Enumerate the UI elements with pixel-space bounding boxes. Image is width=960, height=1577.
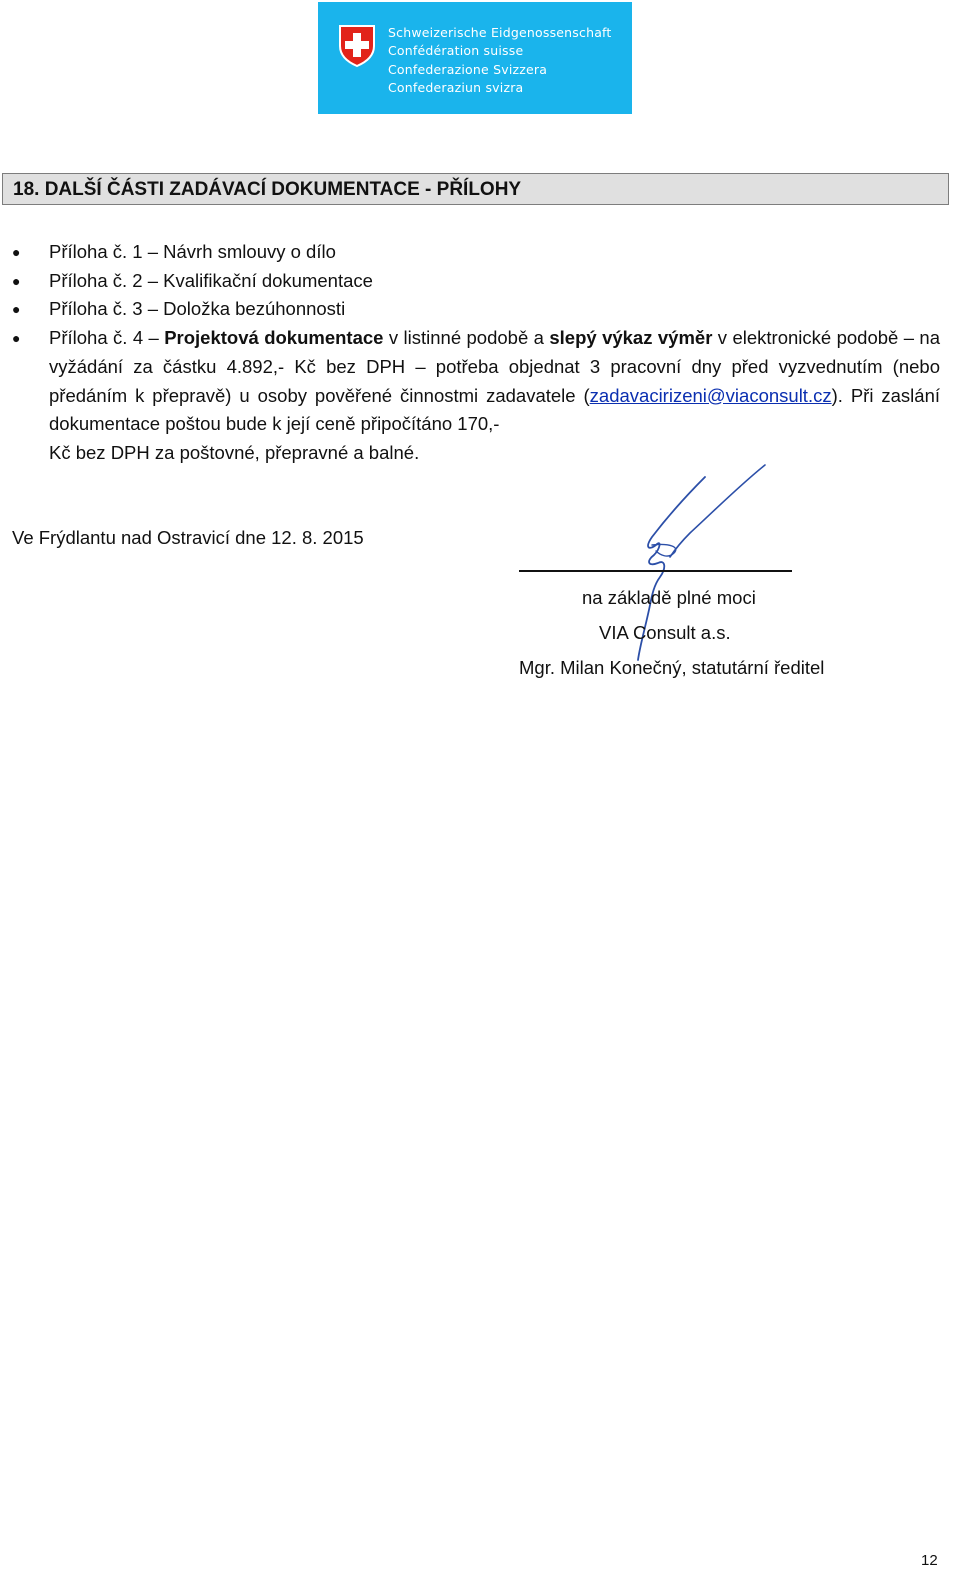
attachment4-after-email: ). Při zaslání dokumentace poštou bude k její ceně připočítáno 170,-	[49, 384, 940, 435]
attachment4-prefix: Příloha č. 4 –	[49, 327, 165, 349]
attachment4-middle: v listinné podobě a	[383, 327, 550, 349]
logo-line-romansh: Confederaziun svizra	[388, 79, 524, 95]
bullet-icon: ●	[12, 330, 21, 347]
list-item	[0, 295, 940, 324]
list-item	[0, 238, 940, 267]
attachment4-bold-bill-of-quantities: slepý výkaz výměr	[549, 327, 713, 349]
bullet-icon: ●	[12, 244, 21, 260]
attachment4-bold-project-docs: Projektová dokumentace	[164, 327, 384, 349]
email-link[interactable]: zadavacirizeni@viaconsult.cz	[589, 384, 832, 406]
attachment4-suffix: v elektronické podobě – na vyžádání za částku 4.892,- Kč bez DPH – potřeba objednat 3 pracovní dny před vyzvednutím (nebo předáním k přepravě) u osoby pověřené činnostmi zadavatele (	[49, 327, 940, 406]
signature-mandate: na základě plné moci	[582, 587, 756, 608]
list-item	[0, 267, 940, 296]
logo-line-italian: Confederazione Svizzera	[388, 61, 548, 77]
swiss-confederation-logo	[318, 2, 632, 114]
swiss-cross-shield-icon	[338, 24, 376, 68]
logo-line-french: Confédération suisse	[388, 43, 524, 59]
bullet-icon: ●	[12, 272, 21, 289]
list-item-attachment-4	[0, 324, 940, 468]
signature-line	[519, 570, 792, 572]
logo-text	[388, 24, 612, 97]
attachment-text: Příloha č. 2 – Kvalifikační dokumentace	[49, 269, 373, 291]
signature-name: Mgr. Milan Konečný, statutární ředitel	[519, 657, 825, 678]
logo-line-german: Schweizerische Eidgenossenschaft	[388, 25, 612, 40]
attachment-text: Příloha č. 3 – Doložka bezúhonnosti	[49, 298, 346, 320]
place-and-date: Ve Frýdlantu nad Ostravicí dne 12. 8. 2015	[12, 527, 364, 548]
section-heading-box	[2, 173, 949, 205]
bullet-icon: ●	[12, 301, 21, 318]
attachment4-last-line: Kč bez DPH za poštovné, přepravné a balné.	[49, 441, 420, 463]
page-number: 12	[921, 1552, 938, 1569]
attachments-list	[0, 238, 960, 468]
signature-company: VIA Consult a.s.	[599, 622, 731, 643]
section-title: 18. DALŠÍ ČÁSTI ZADÁVACÍ DOKUMENTACE - PŘÍLOHY	[13, 179, 522, 200]
attachment-text: Příloha č. 1 – Návrh smlouvy o dílo	[49, 241, 336, 262]
